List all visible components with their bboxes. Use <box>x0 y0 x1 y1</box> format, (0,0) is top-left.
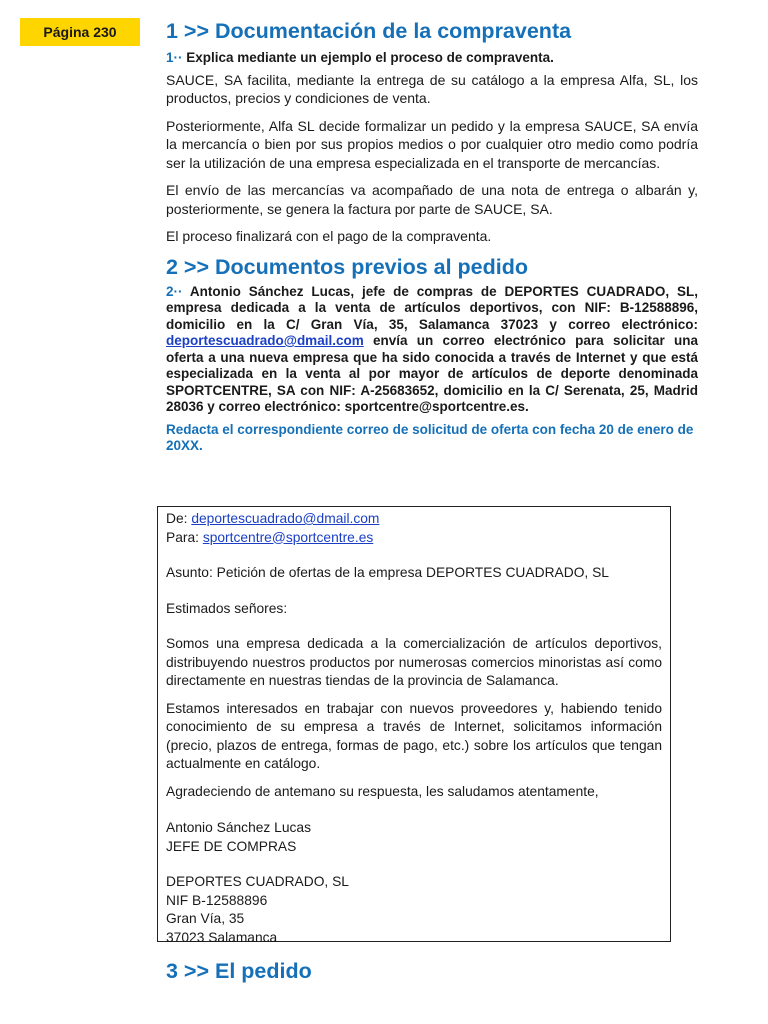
answer-1-paragraph-3: El envío de las mercancías va acompañado de una nota de entrega o albarán y, posteriormente, se genera la factura por parte de SAUCE, SA. <box>166 182 698 217</box>
email-to-label: Para: <box>166 529 203 545</box>
answer-1-paragraph-4: El proceso finalizará con el pago de la compraventa. <box>166 228 492 244</box>
question-2-text-start: Antonio Sánchez Lucas, jefe de compras de DEPORTES CUADRADO, SL, empresa dedicada a la venta de artículos deportivos, con NIF: B-12588896, domicilio en la C/ Gran Vía, 35, Salamanca 37023 y correo electrónico: <box>166 283 698 332</box>
question-1-text: Explica mediante un ejemplo el proceso de compraventa. <box>186 50 554 65</box>
section-3-title: 3 >> El pedido <box>166 959 312 983</box>
email-company-name: DEPORTES CUADRADO, SL <box>166 874 349 889</box>
email-company-nif: NIF B-12588896 <box>166 892 268 908</box>
email-from-label: De: <box>166 511 192 526</box>
section-1-title: 1 >> Documentación de la compraventa <box>166 19 572 43</box>
email-to-link[interactable]: sportcentre@sportcentre.es <box>202 529 374 545</box>
page-number-badge: Página 230 <box>20 18 140 46</box>
answer-1-paragraph-2: Posteriormente, Alfa SL decide formalizar un pedido y la empresa SAUCE, SA envía la mercancía o bien por sus propios medios o por cualquier otro medio como podría ser la utilización de una empresa especializada en el transporte de mercancías. <box>166 117 698 171</box>
question-2-text-end: envía un correo electrónico para solicitar una oferta a una nueva empresa que ha sido conocida a través de Internet y que está especializada en la venta al por mayor de artículos de deporte denominada SPORTCENTRE, SA con NIF: A-25683652, domicilio en la C/ Serenata, 25, Madrid 28036 y correo electrónico: sportcentre@sportcentre.es. <box>166 333 698 414</box>
section-2-title: 2 >> Documentos previos al pedido <box>166 254 529 279</box>
email-body-paragraph-2: Estamos interesados en trabajar con nuevos proveedores y, habiendo tenido conocimiento de su empresa a través de Internet, solicitamos información (precio, plazos de entrega, formas de pago, etc.) sobre los artículos que tengan actualmente en catálogo. <box>166 700 662 771</box>
email-example-box <box>157 506 671 945</box>
email-to-row <box>166 529 662 548</box>
email-company-street: Gran Vía, 35 <box>166 911 245 926</box>
question-2-number: 2·· <box>166 283 183 299</box>
email-greeting: Estimados señores: <box>166 600 288 616</box>
email-subject: Asunto: Petición de ofertas de la empresa DEPORTES CUADRADO, SL <box>166 565 609 580</box>
email-from-row <box>166 510 662 529</box>
email-closing: Agradeciendo de antemano su respuesta, les saludamos atentamente, <box>166 783 599 799</box>
email-signature-name: Antonio Sánchez Lucas <box>166 820 311 835</box>
email-signature-role: JEFE DE COMPRAS <box>166 838 297 854</box>
question-1 <box>166 50 698 67</box>
question-2 <box>166 284 698 416</box>
email-body-paragraph-1: Somos una empresa dedicada a la comercialización de artículos deportivos, distribuyendo nuestros productos por numerosas comercios minoristas así como directamente en nuestras tiendas de la provincia de Salamanca. <box>166 636 662 688</box>
question-2-email-link[interactable]: deportescuadrado@dmail.com <box>166 333 364 348</box>
question-2-task: Redacta el correspondiente correo de solicitud de oferta con fecha 20 de enero de 20XX. <box>166 421 694 453</box>
email-from-link[interactable]: deportescuadrado@dmail.com <box>191 511 380 526</box>
question-1-number: 1·· <box>166 50 183 65</box>
email-company-city: 37023 Salamanca <box>166 929 278 945</box>
answer-1-paragraph-1: SAUCE, SA facilita, mediante la entrega de su catálogo a la empresa Alfa, SL, los productos, precios y condiciones de venta. <box>166 71 698 106</box>
document-content <box>166 16 698 455</box>
